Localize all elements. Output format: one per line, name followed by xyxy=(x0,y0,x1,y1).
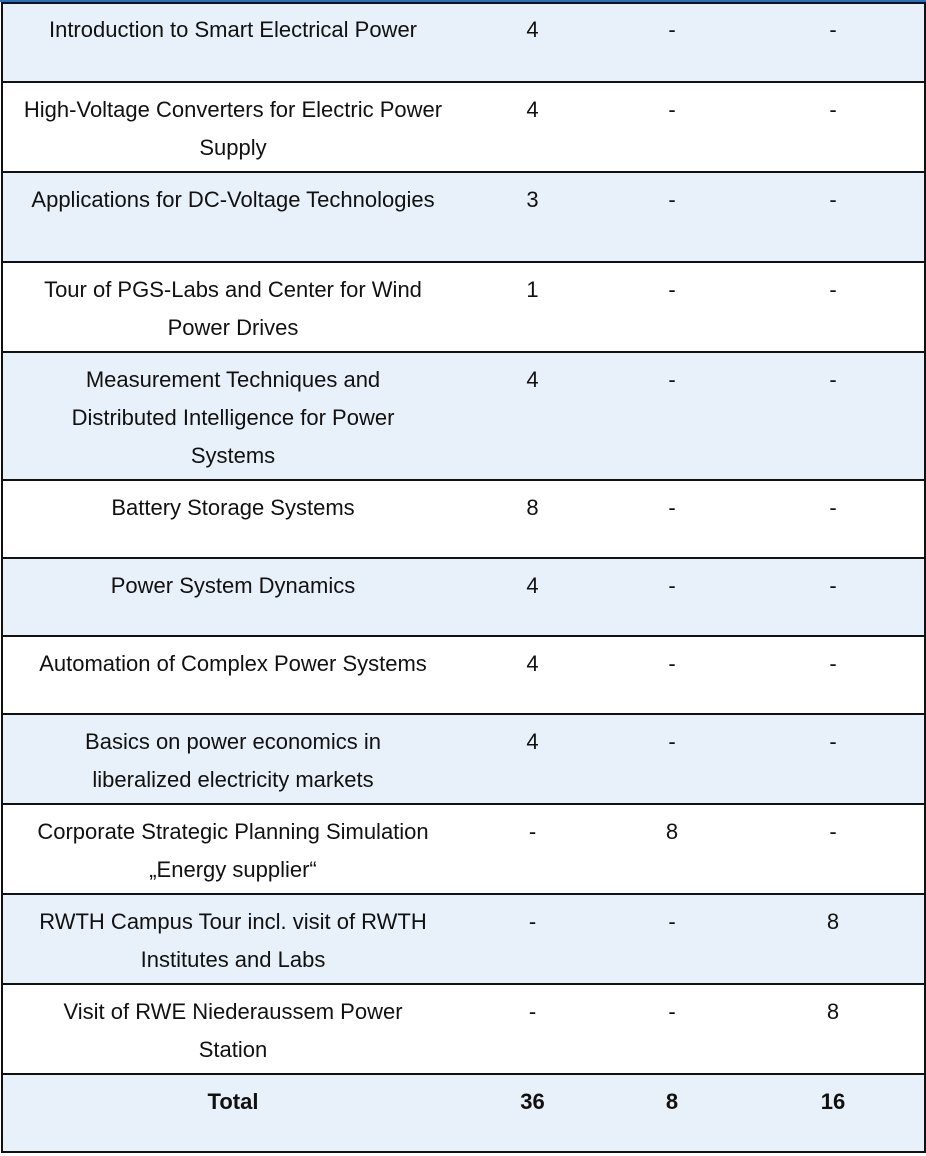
hours-col-1: 8 xyxy=(463,480,602,558)
table-row xyxy=(2,804,925,894)
total-col-3: 16 xyxy=(742,1074,925,1152)
hours-col-2: - xyxy=(602,262,742,352)
table-row xyxy=(2,172,925,262)
hours-col-2: - xyxy=(602,82,742,172)
hours-col-2: 8 xyxy=(602,804,742,894)
hours-col-3: - xyxy=(742,262,925,352)
course-topic: Tour of PGS-Labs and Center for Wind Power Drives xyxy=(2,262,463,352)
table-row xyxy=(2,714,925,804)
total-col-2: 8 xyxy=(602,1074,742,1152)
hours-col-1: 3 xyxy=(463,172,602,262)
course-topic: Visit of RWE Niederaussem Power Station xyxy=(2,984,463,1074)
course-topic: Battery Storage Systems xyxy=(2,480,463,558)
hours-col-3: - xyxy=(742,558,925,636)
hours-col-1: - xyxy=(463,894,602,984)
hours-col-1: - xyxy=(463,984,602,1074)
table-row xyxy=(2,894,925,984)
hours-col-2: - xyxy=(602,3,742,82)
table-row xyxy=(2,3,925,82)
hours-col-2: - xyxy=(602,636,742,714)
hours-col-3: 8 xyxy=(742,984,925,1074)
table-row xyxy=(2,558,925,636)
hours-col-1: 4 xyxy=(463,82,602,172)
hours-col-1: 4 xyxy=(463,558,602,636)
hours-col-1: 4 xyxy=(463,636,602,714)
hours-col-2: - xyxy=(602,558,742,636)
course-topic: Automation of Complex Power Systems xyxy=(2,636,463,714)
course-topic: RWTH Campus Tour incl. visit of RWTH Institutes and Labs xyxy=(2,894,463,984)
hours-col-3: - xyxy=(742,352,925,480)
course-topic: Introduction to Smart Electrical Power xyxy=(2,3,463,82)
table-row xyxy=(2,636,925,714)
hours-col-2: - xyxy=(602,894,742,984)
hours-col-1: 1 xyxy=(463,262,602,352)
hours-col-1: - xyxy=(463,804,602,894)
course-topic: Measurement Techniques and Distributed Intelligence for Power Systems xyxy=(2,352,463,480)
course-topic: Corporate Strategic Planning Simulation „Energy supplier“ xyxy=(2,804,463,894)
total-row xyxy=(2,1074,925,1152)
hours-col-1: 4 xyxy=(463,352,602,480)
hours-col-2: - xyxy=(602,480,742,558)
course-topic: High-Voltage Converters for Electric Power Supply xyxy=(2,82,463,172)
hours-col-2: - xyxy=(602,172,742,262)
hours-col-3: - xyxy=(742,172,925,262)
hours-col-3: - xyxy=(742,3,925,82)
hours-col-3: - xyxy=(742,636,925,714)
hours-col-1: 4 xyxy=(463,714,602,804)
course-topic: Power System Dynamics xyxy=(2,558,463,636)
table-row xyxy=(2,352,925,480)
hours-col-2: - xyxy=(602,984,742,1074)
hours-col-3: - xyxy=(742,480,925,558)
hours-col-3: - xyxy=(742,804,925,894)
table-row xyxy=(2,262,925,352)
course-hours-table xyxy=(1,2,926,1153)
table-row xyxy=(2,480,925,558)
hours-col-3: - xyxy=(742,82,925,172)
total-col-1: 36 xyxy=(463,1074,602,1152)
course-topic: Applications for DC-Voltage Technologies xyxy=(2,172,463,262)
hours-col-1: 4 xyxy=(463,3,602,82)
table-row xyxy=(2,984,925,1074)
course-topic: Basics on power economics in liberalized electricity markets xyxy=(2,714,463,804)
hours-col-3: 8 xyxy=(742,894,925,984)
table-row xyxy=(2,82,925,172)
hours-col-2: - xyxy=(602,352,742,480)
hours-col-3: - xyxy=(742,714,925,804)
hours-col-2: - xyxy=(602,714,742,804)
total-label: Total xyxy=(2,1074,463,1152)
